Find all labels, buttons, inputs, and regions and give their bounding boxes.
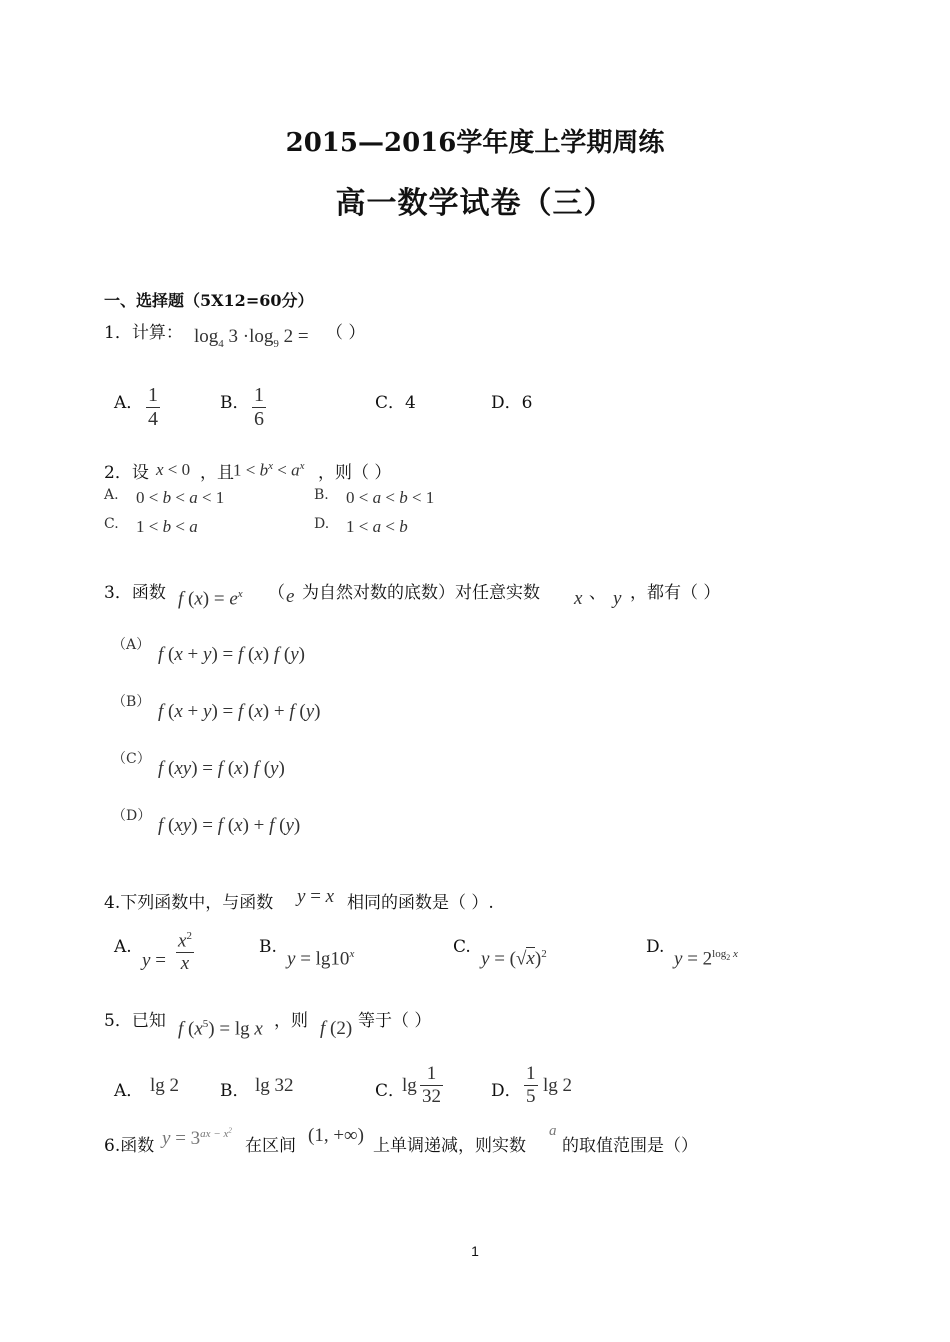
q2-suffix: ，则（ ）: [318, 463, 392, 483]
q5-option-d-label: D．: [491, 1081, 522, 1101]
q3-function: f $(x) = e^x$: [178, 588, 243, 610]
q4-option-a-label: A.: [114, 937, 132, 957]
q1-option-a-num: 1: [148, 384, 158, 406]
section-heading: 一、选择题（5X12=60分）: [104, 291, 314, 310]
q2-option-d-expr: 1 < a < b: [346, 517, 408, 536]
q3-option-a-expr: f (x + y) = f (x) f (y): [158, 644, 305, 665]
q3-x: x: [574, 588, 583, 609]
q3-option-d-label: （D）: [112, 808, 152, 824]
q2-cond-1: x < 0: [156, 460, 191, 479]
q5-option-a-expr: lg 2: [150, 1075, 180, 1096]
q4-option-a-fraction: $\frac{x^2}{x}$: [178, 930, 192, 975]
q4-option-b-expr: $y = \lg 10^x$: [287, 948, 355, 970]
q2-option-c-expr: 1 < b < a: [136, 517, 198, 536]
q6-a-symbol: a: [549, 1123, 557, 1139]
q4-option-d-label: D.: [646, 937, 665, 957]
q3-option-d-expr: f (xy) = f (x) + f (y): [158, 815, 301, 836]
q2-cond-2: $1 < b^x < a^x$: [233, 460, 305, 480]
q2-mid: ，且: [200, 463, 234, 483]
q1-option-c: C．4: [375, 393, 416, 413]
q5-option-a-label: A．: [114, 1081, 144, 1101]
q4-function: y = x: [297, 886, 335, 907]
q4-prefix: 4.下列函数中，与函数: [104, 893, 274, 913]
q1-option-b-den: 6: [254, 408, 264, 430]
q5-option-b-label: B．: [220, 1081, 250, 1101]
q2-option-a-expr: 0 < b < a < 1: [136, 488, 225, 507]
q5-option-d-fraction: $\frac{1}{5}$: [526, 1063, 536, 1107]
q2-option-c-label: C.: [104, 516, 119, 532]
q5-mid: ，则: [274, 1011, 308, 1031]
q1-option-a-fraction: [146, 384, 160, 431]
q1-answer-paren: （ ）: [326, 323, 366, 343]
q2-option-b-expr: 0 < a < b < 1: [346, 488, 435, 507]
q3-prefix: 3．函数: [104, 583, 166, 603]
q5-option-c-lg: lg: [402, 1075, 417, 1096]
q5-suffix: 等于（ ）: [358, 1011, 432, 1031]
q3-suffix: ，都有（ ）: [630, 583, 721, 603]
q1-option-a-label: A．: [114, 393, 144, 413]
q6-mid: 在区间: [245, 1136, 296, 1156]
q4-option-b-label: B.: [259, 937, 277, 957]
q1-option-b-num: 1: [254, 384, 264, 406]
q2-option-d-label: D.: [314, 516, 330, 532]
q1-option-a-den: 4: [148, 408, 158, 430]
q2-option-a-label: A.: [104, 487, 119, 503]
q5-option-d-lg: lg 2: [543, 1075, 573, 1096]
q3-desc: 为自然对数的底数）对任意实数: [302, 583, 540, 603]
q1-option-b-fraction: [252, 384, 266, 431]
q4-option-c-label: C.: [453, 937, 471, 957]
q5-given: f $(x^5) = \lg x$: [178, 1018, 263, 1040]
q4-suffix: 相同的函数是（ ）.: [347, 893, 494, 913]
q4-option-d-expr: $y = 2^{log_2 x}$: [674, 948, 738, 970]
q3-option-c-expr: f (xy) = f (x) f (y): [158, 758, 285, 779]
q6-end: 的取值范围是（）: [562, 1136, 698, 1156]
q1-option-b-label: B．: [220, 393, 250, 413]
q2-prefix: 2．设: [104, 463, 149, 483]
title-line-1: 2015—2016学年度上学期周练: [285, 128, 665, 158]
q1-formula: $\log_4 3 \cdot\log_9$ 2 =: [194, 326, 309, 350]
q3-paren-open: （: [268, 583, 285, 603]
page-number: 1: [471, 1243, 479, 1259]
q6-prefix: 6.函数: [104, 1136, 155, 1156]
q5-target: f (2): [320, 1018, 353, 1039]
q1-label: 1．计算：: [104, 323, 183, 343]
q3-e-symbol: e: [286, 586, 295, 607]
q4-option-c-expr: $y = (√x)^2$: [481, 948, 547, 970]
q4-option-a-lhs: y =: [142, 950, 166, 971]
title-line-2: 高一数学试卷（三）: [335, 186, 615, 221]
q3-y: y: [613, 588, 622, 609]
q2-option-b-label: B.: [314, 487, 329, 503]
q3-sep: 、: [589, 583, 606, 603]
q6-suffix: 上单调递减，则实数: [373, 1136, 526, 1156]
q5-option-b-expr: lg 32: [255, 1075, 294, 1096]
q3-option-c-label: （C）: [112, 751, 151, 767]
q5-option-c-label: C．: [375, 1081, 406, 1101]
q6-interval: (1, +∞): [308, 1125, 364, 1146]
q3-option-a-label: （A）: [112, 637, 151, 653]
q3-option-b-expr: f (x + y) = f (x) + f (y): [158, 701, 321, 722]
q1-option-d: D．6: [491, 393, 533, 413]
q6-function: $y = 3^{ax - x^2}$: [162, 1126, 232, 1149]
q5-option-c-fraction: $\frac{1}{32}$: [422, 1063, 441, 1107]
q5-prefix: 5．已知: [104, 1011, 166, 1031]
q3-option-b-label: （B）: [112, 694, 151, 710]
